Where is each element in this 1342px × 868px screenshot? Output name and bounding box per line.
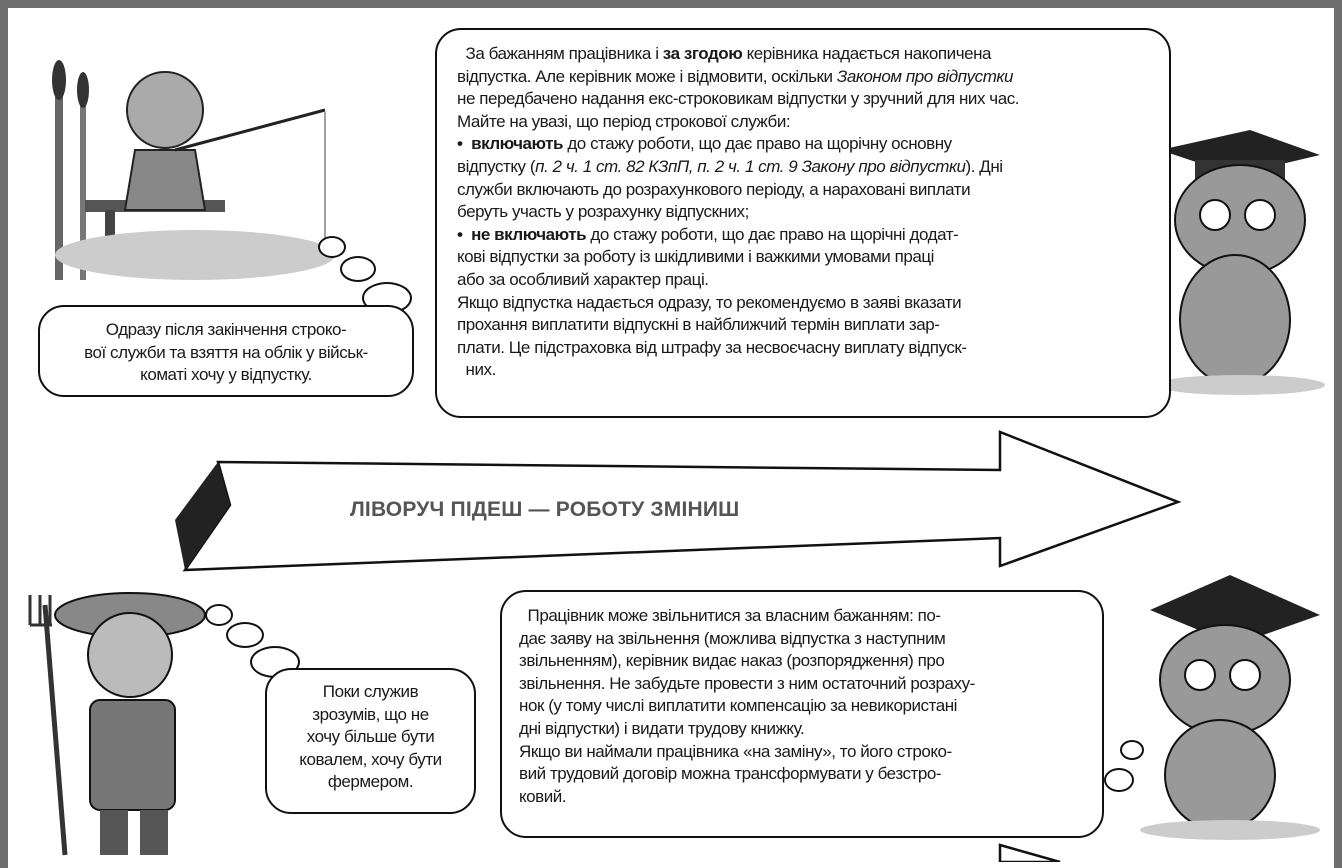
bubble-line: звільнення. Не забудьте провести з ним остаточний розраху-	[519, 673, 975, 693]
text-segment: або за особливий характер праці.	[457, 269, 709, 289]
italic-text: Законом про відпустки	[836, 66, 1013, 86]
bubble-line: дає заяву на звільнення (можлива відпустка з наступним	[519, 628, 946, 648]
bubble-line: Якщо ви наймали працівника «на заміну», то його строко-	[519, 741, 952, 761]
text-segment: кові відпустки за роботу із шкідливими і важкими умовами праці	[457, 247, 935, 267]
text-segment: не передбачено надання екс-строковикам відпустки у зручний для них час.	[457, 89, 1020, 109]
bottom-right-speech-bubble	[500, 590, 1104, 838]
text-segment: до стажу роботи, що дає право на щорічну основну	[563, 134, 952, 154]
text-segment: Якщо відпустка надається одразу, то рекомендуємо в заяві вказати	[457, 292, 962, 312]
text-segment: За бажанням працівника і	[457, 44, 663, 63]
italic-text: п. 2 ч. 1 ст. 82 КЗпП, п. 2 ч. 1 ст. 9 Закону про відпустки	[535, 156, 966, 176]
text-segment: до стажу роботи, що дає право на щорічні додат-	[586, 224, 959, 244]
bubble-line: хочу більше бути	[306, 727, 435, 747]
bubble-line: вий трудовий договір можна трансформувати у безстро-	[519, 764, 942, 784]
banner-title: ЛІВОРУЧ ПІДЕШ — РОБОТУ ЗМІНИШ	[350, 498, 740, 521]
bubble-line: коматі хочу у відпустку.	[140, 365, 312, 385]
text-segment: відпустку (	[457, 156, 536, 176]
text-segment: ). Дні	[965, 156, 1003, 176]
bubble-line: ковалем, хочу бути	[299, 749, 442, 769]
bubble-line: вої служби та взяття на облік у військ-	[84, 342, 368, 362]
bold-text: •	[457, 134, 472, 154]
bubble-line: ковий.	[519, 786, 567, 806]
text-segment: керівника надається накопичена	[742, 44, 992, 63]
bubble-line: Поки служив	[322, 682, 419, 701]
text-segment: служби включають до розрахункового періоду, а нараховані виплати	[457, 179, 971, 199]
text-segment: них.	[457, 360, 496, 380]
bold-text: •	[457, 224, 472, 244]
bubble-line: фермером.	[327, 772, 414, 792]
bubble-line: звільненням), керівник видає наказ (розпорядження) про	[519, 651, 945, 671]
text-segment: беруть участь у розрахунку відпускних;	[457, 202, 749, 222]
text-segment: прохання виплатити відпускні в найближчий термін виплати зар-	[457, 315, 940, 335]
bubble-line: нок (у тому числі виплатити компенсацію за невикористані	[519, 696, 957, 716]
bubble-line: дні відпустки) і видати трудову книжку.	[519, 718, 805, 738]
text-segment: відпустка. Але керівник може і відмовити, оскільки	[457, 66, 837, 86]
bold-text: за згодою	[662, 44, 743, 63]
bottom-left-speech-bubble	[265, 668, 476, 814]
bold-text: не включають	[471, 224, 587, 244]
bold-text: включають	[471, 134, 564, 154]
bubble-line: Працівник може звільнитися за власним бажанням: по-	[519, 606, 941, 625]
bubble-line: Одразу після закінчення строко-	[105, 320, 347, 339]
text-segment: Майте на увазі, що період строкової служби:	[457, 111, 791, 131]
bubble-line: зрозумів, що не	[312, 704, 429, 724]
text-segment: плати. Це підстраховка від штрафу за несвоєчасну виплату відпуск-	[457, 337, 967, 357]
